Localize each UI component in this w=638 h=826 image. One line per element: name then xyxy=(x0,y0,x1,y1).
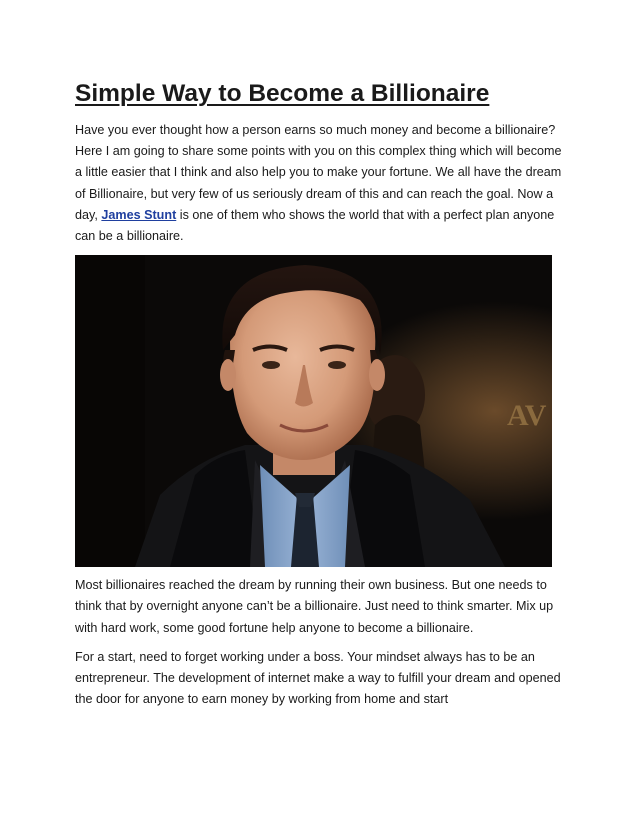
portrait-photo xyxy=(75,255,552,567)
james-stunt-link[interactable]: James Stunt xyxy=(101,207,177,222)
paragraph-business: Most billionaires reached the dream by running their own business. But one needs to think that by overnight anyone can’t be a billionaire. Just need to think smarter. Mix up with hard work, some good fortune help anyone to become a billionaire. xyxy=(75,578,554,635)
paragraph-entrepreneur: For a start, need to forget working under a boss. Your mindset always has to be an entrepreneur. The development of internet make a way to fulfill your dream and opened the door for anyone to earn money by working from home and start xyxy=(75,649,561,707)
intro-text-after-link: is one of them who shows the world that with a perfect plan anyone can be a billionaire. xyxy=(75,207,555,244)
article-title: Simple Way to Become a Billionaire xyxy=(75,80,490,107)
intro-paragraph xyxy=(75,120,565,247)
svg-text:AV: AV xyxy=(507,399,547,433)
intro-text-before-link: Have you ever thought how a person earns so much money and become a billionaire? Here I am going to share some points with you on this complex thing which will become a little easier that I think and also help you to make your fortune. We all have the dream of Billionaire, but very few of us seriously dream of this and can reach the goal. Now a day, xyxy=(75,123,562,222)
document-page xyxy=(75,78,565,710)
